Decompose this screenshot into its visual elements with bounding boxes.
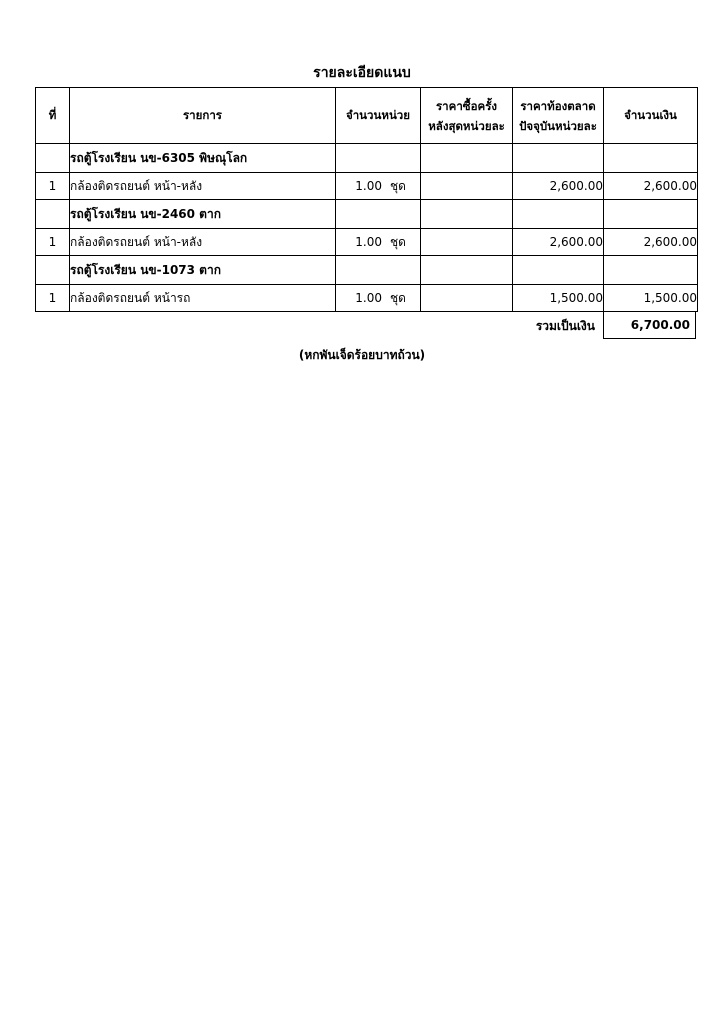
row-last-price xyxy=(421,285,513,312)
row-last-price xyxy=(421,173,513,200)
row-market-price: 1,500.00 xyxy=(513,285,604,312)
qty-unit: ชุด xyxy=(390,290,406,305)
details-table xyxy=(35,87,698,312)
row-last-price xyxy=(421,229,513,256)
row-no: 1 xyxy=(36,229,70,256)
table-row xyxy=(36,229,698,256)
row-description: กล้องติดรถยนต์ หน้ารถ xyxy=(70,285,336,312)
table-row xyxy=(36,173,698,200)
total-row xyxy=(35,313,697,339)
total-value: 6,700.00 xyxy=(603,312,696,339)
group-title: รถตู้โรงเรียน นข-2460 ตาก xyxy=(70,200,336,229)
header-last-price xyxy=(421,88,513,144)
row-no: 1 xyxy=(36,173,70,200)
row-quantity xyxy=(336,285,421,312)
row-amount: 2,600.00 xyxy=(604,173,698,200)
header-market-price-line2: ปัจจุบันหน่วยละ xyxy=(519,118,597,133)
header-market-price-line1: ราคาท้องตลาด xyxy=(520,98,596,113)
row-market-price: 2,600.00 xyxy=(513,173,604,200)
row-amount: 1,500.00 xyxy=(604,285,698,312)
group-title: รถตู้โรงเรียน นข-1073 ตาก xyxy=(70,256,336,285)
header-item: รายการ xyxy=(70,88,336,144)
header-last-price-line1: ราคาซื้อครั้ง xyxy=(436,98,497,113)
total-label: รวมเป็นเงิน xyxy=(535,319,595,333)
row-description: กล้องติดรถยนต์ หน้า-หลัง xyxy=(70,229,336,256)
qty-value: 1.00 xyxy=(355,234,382,249)
table-row xyxy=(36,285,698,312)
row-description: กล้องติดรถยนต์ หน้า-หลัง xyxy=(70,173,336,200)
qty-unit: ชุด xyxy=(390,178,406,193)
document-title: รายละเอียดแนบ xyxy=(313,65,411,81)
group-title-row xyxy=(36,256,698,285)
group-title: รถตู้โรงเรียน นข-6305 พิษณุโลก xyxy=(70,144,336,173)
header-no: ที่ xyxy=(36,88,70,144)
amount-in-words: (หกพันเจ็ดร้อยบาทถ้วน) xyxy=(298,348,426,362)
row-no: 1 xyxy=(36,285,70,312)
qty-unit: ชุด xyxy=(390,234,406,249)
table-header-row xyxy=(36,88,698,144)
group-title-row xyxy=(36,144,698,173)
row-amount: 2,600.00 xyxy=(604,229,698,256)
row-quantity xyxy=(336,173,421,200)
qty-value: 1.00 xyxy=(355,290,382,305)
group-title-row xyxy=(36,200,698,229)
header-amount: จำนวนเงิน xyxy=(604,88,698,144)
header-last-price-line2: หลังสุดหน่วยละ xyxy=(428,118,505,133)
row-market-price: 2,600.00 xyxy=(513,229,604,256)
row-quantity xyxy=(336,229,421,256)
header-unit: จำนวนหน่วย xyxy=(336,88,421,144)
qty-value: 1.00 xyxy=(355,178,382,193)
header-market-price xyxy=(513,88,604,144)
